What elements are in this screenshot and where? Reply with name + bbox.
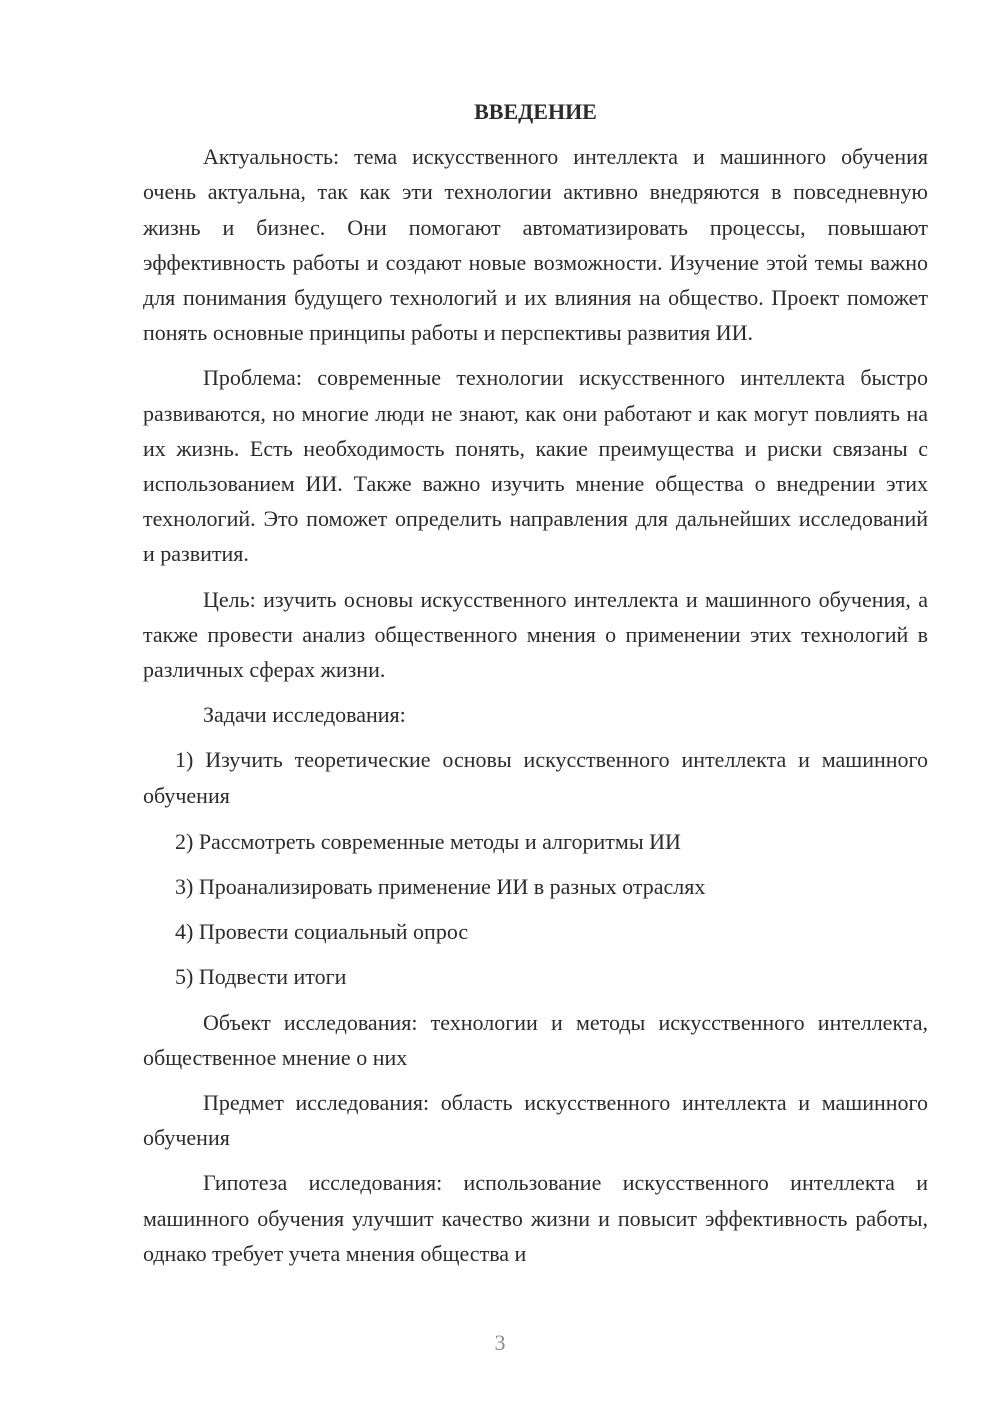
task-item-5: 5) Подвести итоги (175, 964, 347, 990)
paragraph-hypothesis: Гипотеза исследования: использование искусственного интеллекта и машинного обучения улучшит качество жизни и повысит эффективность работы, однако требует учета мнения общества и (143, 1170, 928, 1266)
paragraph-subject: Предмет исследования: область искусственного интеллекта и машинного обучения (143, 1090, 928, 1151)
section-heading: ВВЕДЕНИЕ (474, 99, 597, 124)
paragraph-object: Объект исследования: технологии и методы искусственного интеллекта, общественное мнение о них (143, 1009, 928, 1070)
tasks-title: Задачи исследования: (203, 702, 406, 728)
paragraph-relevance: Актуальность: тема искусственного интеллекта и машинного обучения очень актуальна, так как эти технологии активно внедряются в повседневную жизнь и бизнес. Они помогают автоматизировать процессы, повышают эффективность работы и создают новые возможности. Изучение этой темы важно для понимания будущего технологий и их влияния на общество. Проект поможет понять основные принципы работы и перспективы развития ИИ. (143, 144, 928, 346)
task-item-1: 1) Изучить теоретические основы искусственного интеллекта и машинного обучения (143, 747, 928, 808)
page-content (143, 94, 928, 1281)
task-item-2: 2) Рассмотреть современные методы и алгоритмы ИИ (175, 828, 681, 854)
task-item-4: 4) Провести социальный опрос (175, 919, 469, 945)
task-item-3: 3) Проанализировать применение ИИ в разных отраслях (175, 874, 706, 900)
paragraph-problem: Проблема: современные технологии искусственного интеллекта быстро развиваются, но многие люди не знают, как они работают и как могут повлиять на их жизнь. Есть необходимость понять, какие преимущества и риски связаны с использованием ИИ. Также важно изучить мнение общества о внедрении этих технологий. Это поможет определить направления для дальнейших исследований и развития. (143, 365, 928, 567)
page-number: 3 (494, 1330, 506, 1355)
paragraph-goal: Цель: изучить основы искусственного интеллекта и машинного обучения, а также провести анализ общественного мнения о применении этих технологий в различных сферах жизни. (143, 586, 928, 683)
